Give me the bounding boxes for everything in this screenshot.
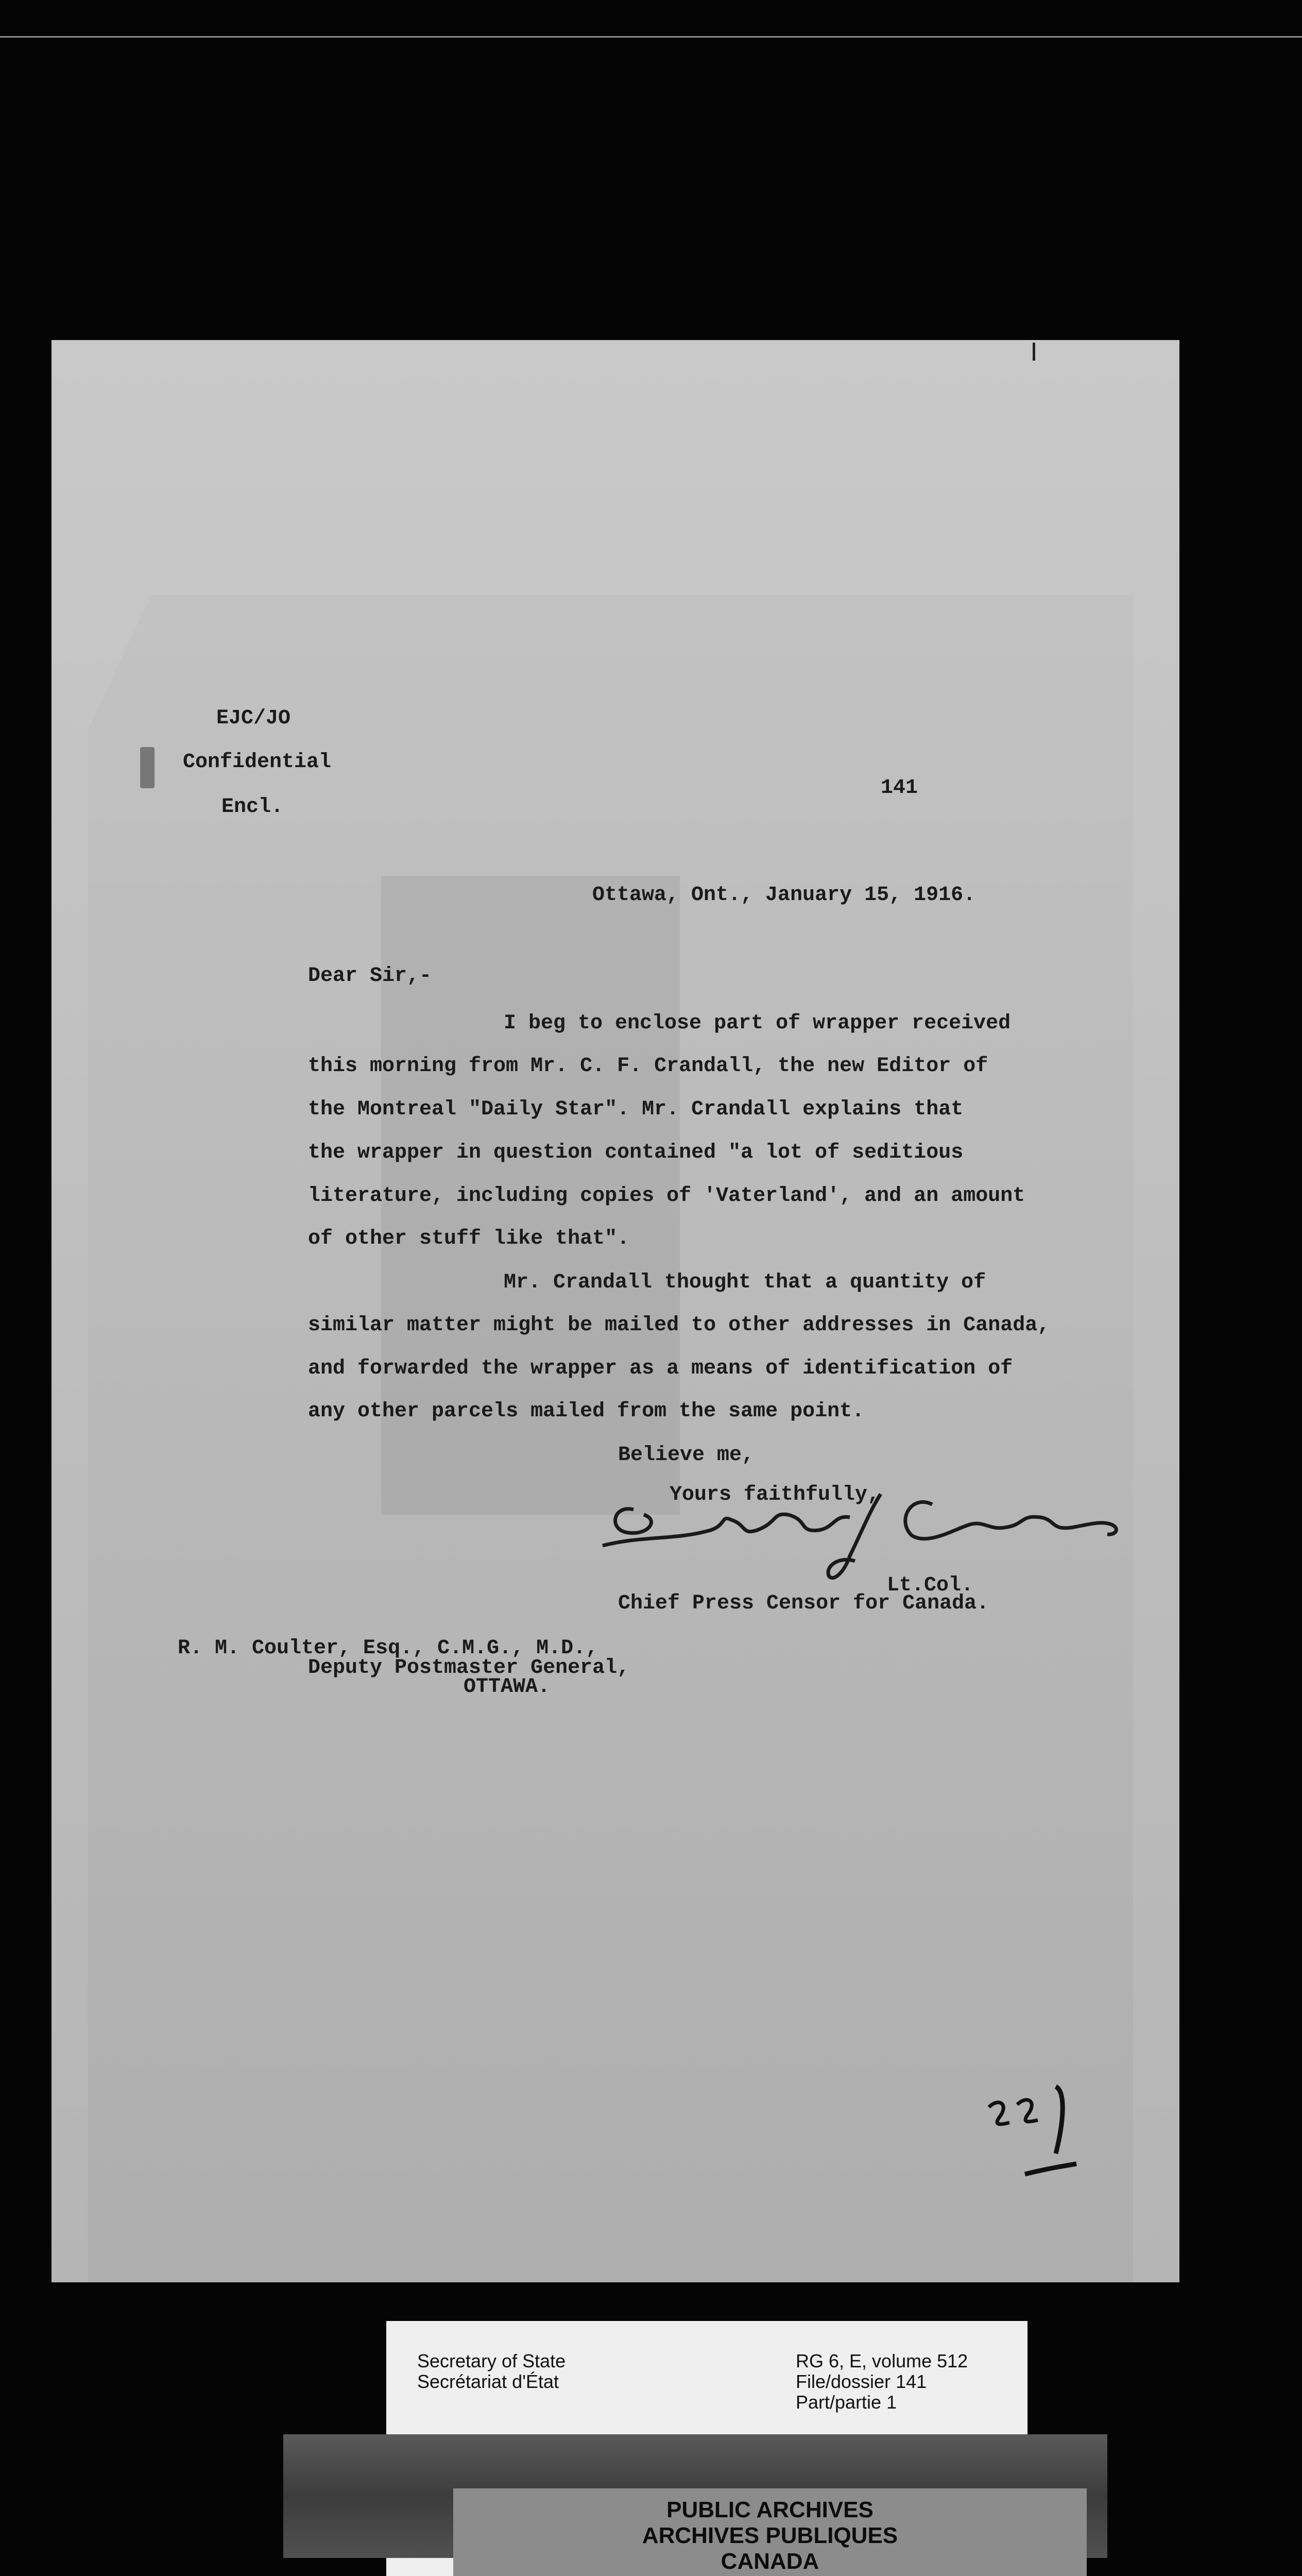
reference-code: EJC/JO — [216, 707, 291, 730]
top-rule — [0, 36, 1302, 38]
body-line: of other stuff like that". — [308, 1227, 630, 1250]
file-number: File/dossier 141 — [796, 2371, 927, 2392]
body-line: literature, including copies of 'Vaterland', and an amount — [308, 1184, 1025, 1208]
closing-yours: Yours faithfully, — [670, 1483, 880, 1506]
paper-clip-mark — [140, 747, 155, 788]
part-number: Part/partie 1 — [796, 2392, 897, 2413]
signer-rank: Lt.Col. — [887, 1574, 974, 1597]
body-line: and forwarded the wrapper as a means of identification of — [308, 1357, 1013, 1380]
body-line: I beg to enclose part of wrapper received — [504, 1012, 1011, 1035]
signature-ernest-chambers — [592, 1473, 1128, 1607]
body-line: the wrapper in question contained "a lot of seditious — [308, 1141, 964, 1164]
stamp-archives-publiques: ARCHIVES PUBLIQUES — [642, 2523, 898, 2548]
archives-stamp-band — [453, 2488, 1087, 2576]
salutation: Dear Sir,- — [308, 964, 432, 988]
page-number: 141 — [881, 776, 918, 800]
body-line: similar matter might be mailed to other addresses in Canada, — [308, 1314, 1050, 1337]
corner-mark — [1033, 343, 1035, 361]
recipient-name: R. M. Coulter, Esq., C.M.G., M.D., — [178, 1637, 598, 1660]
signer-title: Chief Press Censor for Canada. — [618, 1592, 989, 1615]
recipient-title: Deputy Postmaster General, — [308, 1656, 630, 1680]
recipient-city: OTTAWA. — [464, 1675, 551, 1699]
stamp-canada: CANADA — [721, 2549, 819, 2574]
body-line: any other parcels mailed from the same point. — [308, 1400, 865, 1423]
date-line: Ottawa, Ont., January 15, 1916. — [592, 884, 976, 907]
closing-believe: Believe me, — [618, 1444, 755, 1467]
record-group: RG 6, E, volume 512 — [796, 2350, 968, 2371]
department-french: Secrétariat d'État — [417, 2371, 559, 2392]
department-english: Secretary of State — [417, 2350, 566, 2371]
confidential-label: Confidential — [183, 751, 332, 774]
handwritten-number-227 — [979, 2076, 1092, 2190]
body-line: this morning from Mr. C. F. Crandall, the new Editor of — [308, 1055, 988, 1078]
body-line: Mr. Crandall thought that a quantity of — [504, 1271, 986, 1294]
body-line: the Montreal "Daily Star". Mr. Crandall explains that — [308, 1098, 964, 1121]
stamp-public-archives: PUBLIC ARCHIVES — [666, 2497, 873, 2522]
enclosure-label: Encl. — [221, 795, 284, 819]
